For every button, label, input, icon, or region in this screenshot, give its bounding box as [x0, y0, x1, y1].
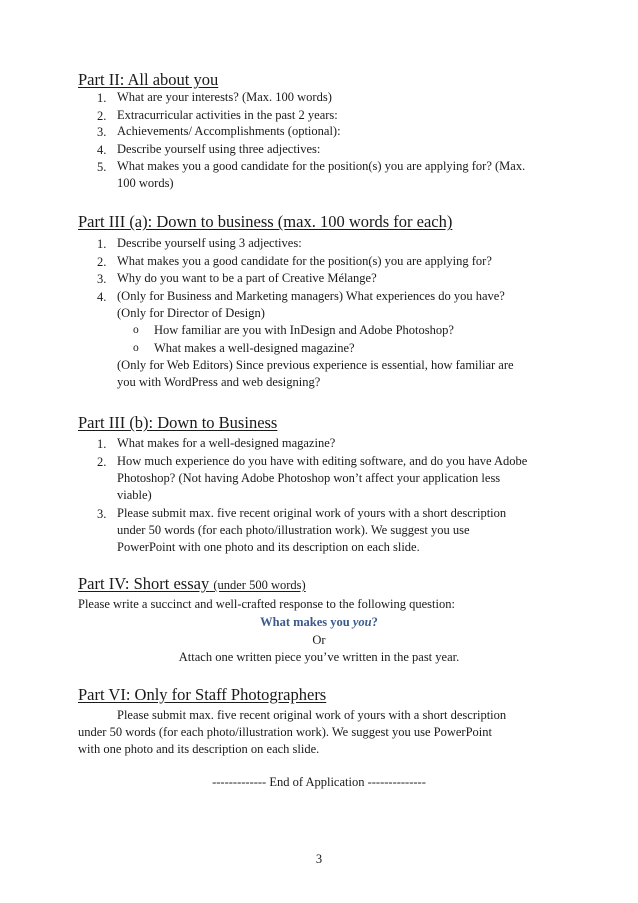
bullet-marker: o — [133, 324, 139, 336]
end-of-application: ------------- End of Application -------------- — [212, 775, 426, 789]
item-text: PowerPoint with one photo and its description on each slide. — [117, 540, 420, 554]
item-text: Photoshop? (Not having Adobe Photoshop won’t affect your application less — [117, 471, 501, 485]
item-number: 3. — [97, 507, 107, 521]
item-number: 2. — [97, 455, 107, 469]
item-number: 1. — [97, 91, 107, 105]
item-text: under 50 words (for each photo/illustration work). We suggest you use — [117, 523, 470, 537]
web-editors-text: you with WordPress and web designing? — [117, 375, 321, 389]
bullet-marker: o — [133, 342, 139, 354]
item-text: Please submit max. five recent original work of yours with a short description — [117, 506, 507, 520]
web-editors-text: (Only for Web Editors) Since previous experience is essential, how familiar are — [117, 358, 514, 372]
item-text: What are your interests? (Max. 100 words) — [117, 90, 332, 104]
part4-or: Or — [312, 633, 326, 647]
part4-intro: Please write a succinct and well-crafted response to the following question: — [78, 597, 455, 611]
item-number: 2. — [97, 109, 107, 123]
item-number: 5. — [97, 160, 107, 174]
item-text: 100 words) — [117, 176, 174, 190]
item-text: What makes for a well-designed magazine? — [117, 436, 336, 450]
question-mark: ? — [371, 615, 378, 629]
part4-question — [0, 615, 638, 630]
question-text: What makes you — [260, 615, 353, 629]
part6-heading: Part VI: Only for Staff Photographers — [78, 685, 327, 704]
item-text: Describe yourself using three adjectives: — [117, 142, 321, 156]
item-text: (Only for Director of Design) — [117, 306, 265, 320]
item-text: Achievements/ Accomplishments (optional): — [117, 124, 341, 138]
item-number: 4. — [97, 290, 107, 304]
item-text: What makes you a good candidate for the position(s) you are applying for? (Max. — [117, 159, 526, 173]
item-text: Extracurricular activities in the past 2 years: — [117, 108, 338, 122]
question-emphasis: you — [352, 615, 372, 629]
part6-text: under 50 words (for each photo/illustration work). We suggest you use PowerPoint — [78, 725, 492, 739]
part6-text: Please submit max. five recent original work of yours with a short description — [117, 708, 507, 722]
item-number: 4. — [97, 143, 107, 157]
item-text: Describe yourself using 3 adjectives: — [117, 236, 302, 250]
part4-heading — [78, 574, 306, 594]
bullet-text: How familiar are you with InDesign and Adobe Photoshop? — [154, 323, 454, 337]
item-text: Why do you want to be a part of Creative Mélange? — [117, 271, 377, 285]
part4-heading-note: (under 500 words) — [213, 578, 306, 592]
item-number: 3. — [97, 125, 107, 139]
item-number: 1. — [97, 237, 107, 251]
part3b-heading: Part III (b): Down to Business — [78, 413, 278, 432]
part3a-heading: Part III (a): Down to business (max. 100 words for each) — [78, 212, 453, 231]
part4-attach: Attach one written piece you’ve written in the past year. — [178, 650, 460, 664]
item-text: How much experience do you have with editing software, and do you have Adobe — [117, 454, 528, 468]
bullet-text: What makes a well-designed magazine? — [154, 341, 355, 355]
item-text: What makes you a good candidate for the position(s) you are applying for? — [117, 254, 492, 268]
page-number: 3 — [315, 852, 323, 866]
item-number: 1. — [97, 437, 107, 451]
item-text: (Only for Business and Marketing managers) What experiences do you have? — [117, 289, 505, 303]
part6-text: with one photo and its description on each slide. — [78, 742, 320, 756]
item-number: 2. — [97, 255, 107, 269]
item-text: viable) — [117, 488, 152, 502]
part2-heading: Part II: All about you — [78, 70, 219, 89]
part4-heading-main: Part IV: Short essay — [78, 574, 210, 593]
item-number: 3. — [97, 272, 107, 286]
